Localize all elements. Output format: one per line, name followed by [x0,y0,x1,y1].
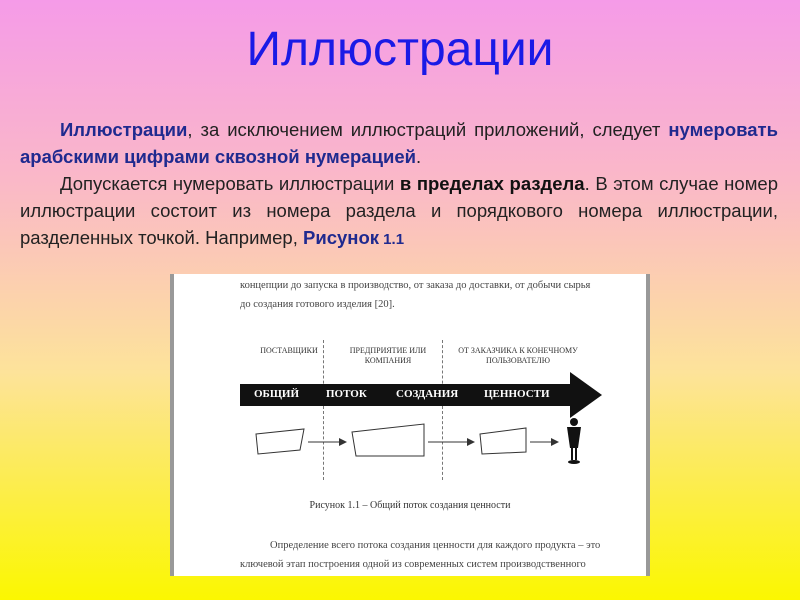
bold-within-section: в пределах раздела [399,173,585,194]
highlight-figure-word: Рисунок [302,227,380,248]
highlight-numbering: нумеровать арабскими цифрами сквозной нумерацией [20,119,778,167]
arrow-word-3: СОЗДАНИЯ [396,388,459,400]
p1-text-1: , за исключением иллюстраций приложений, следует [187,119,669,140]
supplier-block [256,429,304,454]
customer-block [480,428,526,454]
section-enterprise: ПРЕДПРИЯТИЕ ИЛИ КОМПАНИЯ [349,346,427,365]
arrow-word-2: ПОТОК [326,388,367,400]
enterprise-block [352,424,424,456]
arrow-word-1: ОБЩИЙ [254,388,300,400]
body-text [20,116,778,253]
section-customer: ОТ ЗАКАЗЧИКА К КОНЕЧНОМУ ПОЛЬЗОВАТЕЛЮ [458,346,578,365]
flow-diagram [174,414,646,474]
doc-bottom-line-1: Определение всего потока создания ценности для каждого продукта – это [270,540,601,551]
arrow-word-4: ЦЕННОСТИ [484,388,550,400]
doc-top-line-1: концепции до запуска в производство, от заказа до доставки, от добычи сырья [240,280,591,291]
document-image [170,274,650,576]
highlight-illustrations: Иллюстрации [60,119,188,140]
doc-top-line-2: до создания готового изделия [20]. [240,299,395,310]
end-user-icon [567,418,581,464]
p1-text-2: . [416,146,422,167]
slide-title: Иллюстрации [246,23,554,76]
paragraph-2 [20,170,778,253]
doc-bottom-line-2: ключевой этап построения одной из современных систем производственного [240,559,586,570]
arrow-head [570,372,602,418]
p2-text-1: Допускается нумеровать иллюстрации [60,173,400,194]
figure-caption: Рисунок 1.1 – Общий поток создания ценности [309,500,511,511]
p2-text-2: . В этом случае номер иллюстрации состоит из номера раздела и порядкового номера иллюстрации, разделенных точкой. Например, [20,173,778,248]
section-suppliers: ПОСТАВЩИКИ [260,346,318,355]
highlight-figure-number: 1.1 [379,231,405,248]
paragraph-1 [20,116,778,170]
